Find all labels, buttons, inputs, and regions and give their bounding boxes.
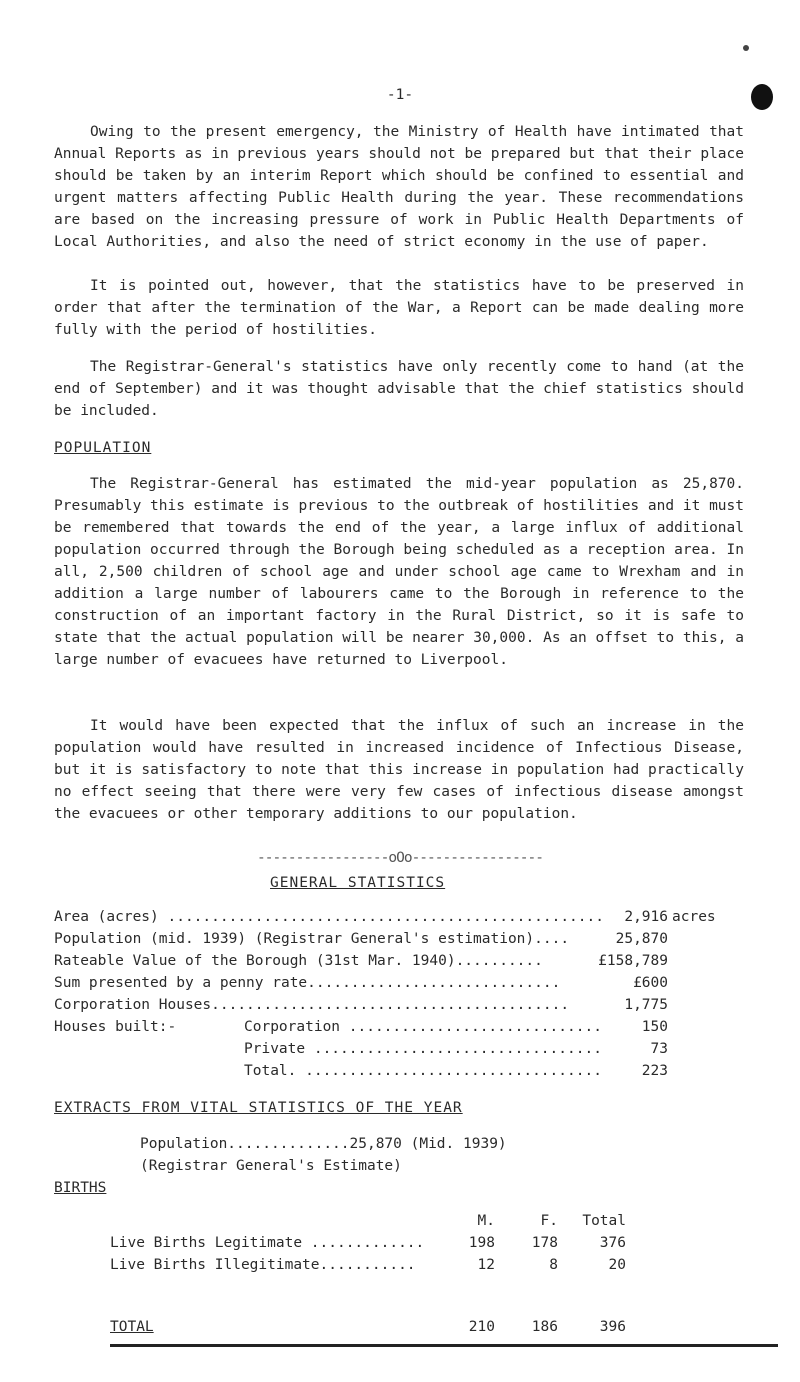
births-row-legitimate-total: 376 — [599, 1235, 626, 1251]
births-total-m: 210 — [468, 1319, 495, 1335]
births-row-illegitimate-f: 8 — [549, 1257, 558, 1273]
births-heading: BIRTHS — [54, 1180, 107, 1196]
intro-paragraph-3: The Registrar-General's statistics have only recently come to hand (at the end of September) and it was thought advisable that the chief statistics should be included. — [54, 359, 744, 419]
general-statistics-table — [54, 906, 774, 1082]
stat-row-area: Area (acres) .................................................. 2,916 acres — [54, 909, 716, 925]
intro-paragraph-2: It is pointed out, however, that the statistics have to be preserved in order that after the termination of the War, a Report can be made dealing more fully with the period of hostilities. — [54, 278, 744, 338]
stat-row-population: Population (mid. 1939) (Registrar General's estimation).... 25,870 — [54, 931, 668, 947]
stat-row-corp-houses: Corporation Houses......................................... 1,775 — [54, 997, 668, 1013]
punch-hole-dot — [751, 84, 773, 110]
births-total-label: TOTAL — [110, 1319, 154, 1335]
population-paragraph-2: It would have been expected that the influx of such an increase in the population would have resulted in increased incidence of Infectious Disease, but it is satisfactory to note that this increase in population had practically no effect seeing that there were very few cases of infectious disease amongst the evacuees or other temporary additions to our population. — [54, 718, 744, 822]
population-heading: POPULATION — [54, 440, 152, 456]
general-statistics-heading: GENERAL STATISTICS — [270, 875, 446, 891]
births-total-total: 396 — [599, 1319, 626, 1335]
section-separator: -----------------oOo----------------- — [256, 850, 543, 866]
stat-row-rateable: Rateable Value of the Borough (31st Mar. 1940).......... £158,789 — [54, 953, 668, 969]
stat-row-houses-private: Private ................................. 73 — [244, 1041, 668, 1057]
vital-population-line: Population..............25,870 (Mid. 1939) — [140, 1136, 507, 1152]
births-row-legitimate-m: 198 — [468, 1235, 495, 1251]
births-total-f: 186 — [531, 1319, 558, 1335]
stat-row-penny-rate: Sum presented by a penny rate............................. £600 — [54, 975, 668, 991]
page-mark — [743, 45, 749, 51]
vital-statistics-heading: EXTRACTS FROM VITAL STATISTICS OF THE YEAR — [54, 1100, 463, 1116]
population-paragraph-1: The Registrar-General has estimated the mid-year population as 25,870. Presumably this estimate is previous to the outbreak of hostilities and it must be remembered that towards the end of the year, a large influx of additional population occurred through the Borough being scheduled as a reception area. In all, 2,500 children of school age and under school age came to Wrexham and in addition a large number of labourers came to the Borough in reference to the construction of an important factory in the Rural District, so it is safe to state that the actual population will be nearer 30,000. As an offset to this, a large number of evacuees have returned to Liverpool. — [54, 476, 744, 668]
bottom-rule — [110, 1344, 778, 1347]
column-header-f: F. — [540, 1213, 558, 1229]
column-header-total: Total — [582, 1213, 626, 1229]
vital-population-source: (Registrar General's Estimate) — [140, 1158, 402, 1174]
column-header-m: M. — [477, 1213, 495, 1229]
births-row-illegitimate-m: 12 — [477, 1257, 495, 1273]
births-row-legitimate-f: 178 — [531, 1235, 558, 1251]
births-row-legitimate-label: Live Births Legitimate ............. — [110, 1235, 425, 1251]
page-number: -1- — [386, 87, 414, 103]
intro-paragraph-1: Owing to the present emergency, the Ministry of Health have intimated that Annual Reports as in previous years should not be prepared but that their place should be taken by an interim Report which should be confined to essential and urgent matters affecting Public Health during the year. These recommendations are based on the increasing pressure of work in Public Health Departments of Local Authorities, and also the need of strict economy in the use of paper. — [54, 124, 744, 250]
births-row-illegitimate-label: Live Births Illegitimate........... — [110, 1257, 416, 1273]
stat-row-houses-total: Total. .................................. 223 — [244, 1063, 668, 1079]
stat-row-houses-corporation: Houses built:- Corporation ............................. 150 — [54, 1019, 668, 1035]
births-row-illegitimate-total: 20 — [608, 1257, 626, 1273]
